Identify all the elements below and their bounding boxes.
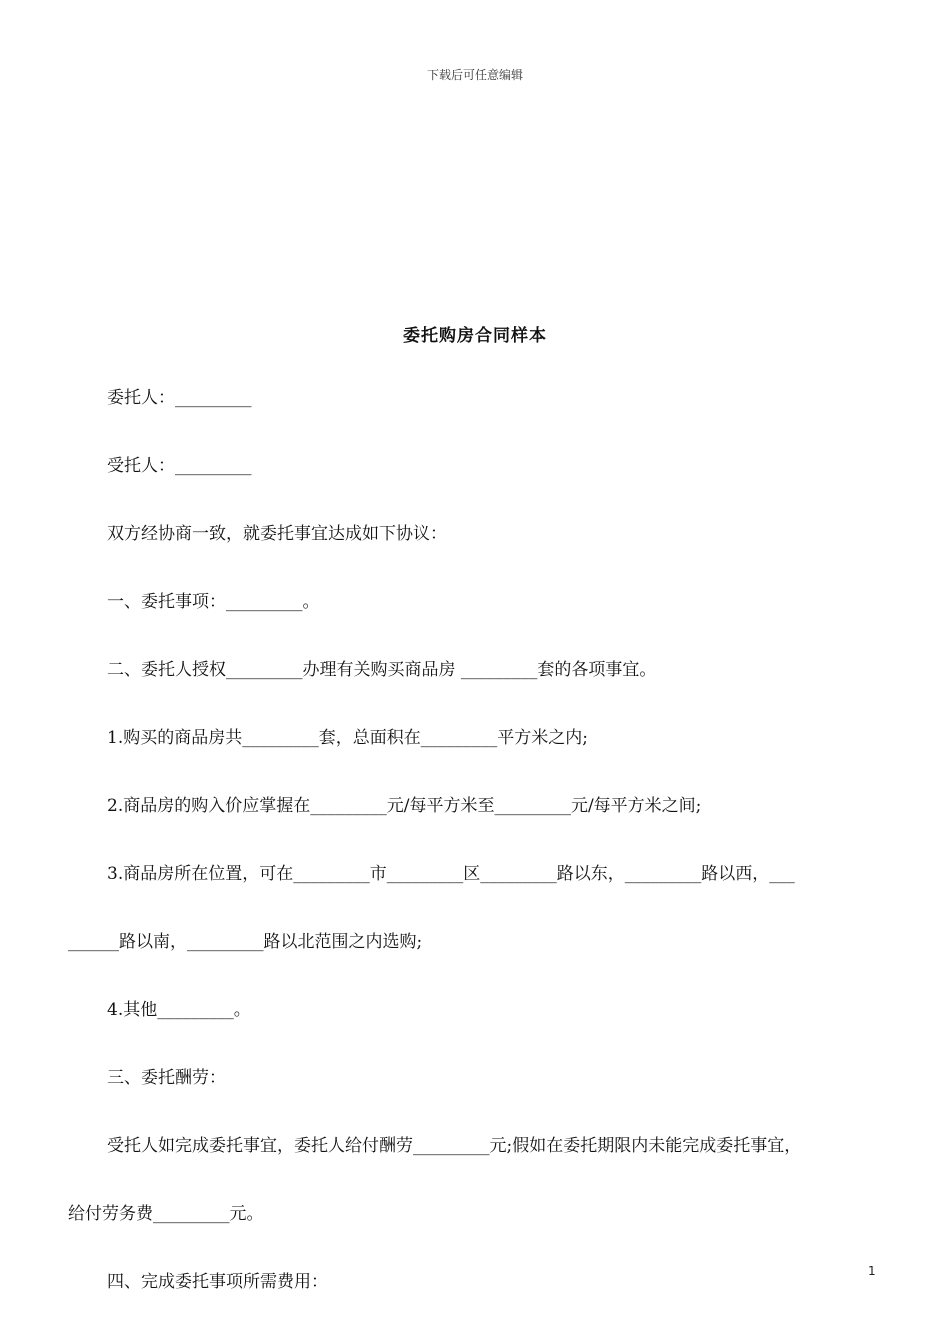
line-remuneration: 受托人如完成委托事宜，委托人给付酬劳_________元;假如在委托期限内未能完成委托事宜，	[107, 1136, 802, 1156]
page-number: 1	[868, 1264, 876, 1278]
line-item-1: 1.购买的商品房共_________套，总面积在_________平方米之内;	[107, 728, 588, 748]
document-body	[68, 364, 888, 1316]
line-section-3: 三、委托酬劳：	[107, 1068, 226, 1088]
header-note: 下载后可任意编辑	[426, 68, 523, 82]
line-item-3-cont: ______路以南，_________路以北范围之内选购;	[68, 932, 423, 952]
line-item-2: 2.商品房的购入价应掌握在_________元/每平方米至_________元/每平方米之间;	[107, 796, 702, 816]
line-item-4: 4.其他_________。	[107, 1000, 251, 1020]
line-principal: 委托人：_________	[107, 388, 252, 408]
line-section-4: 四、完成委托事项所需费用：	[107, 1272, 328, 1292]
line-item-3: 3.商品房所在位置，可在_________市_________区_________路以东，_________路以西，___	[107, 864, 795, 884]
line-section-2: 二、委托人授权_________办理有关购买商品房 _________套的各项事宜。	[107, 660, 657, 680]
line-remuneration-cont: 给付劳务费_________元。	[68, 1204, 264, 1224]
line-section-1: 一、委托事项：_________。	[107, 592, 320, 612]
line-agreement-intro: 双方经协商一致，就委托事宜达成如下协议：	[107, 524, 447, 544]
line-agent: 受托人：_________	[107, 456, 252, 476]
document-title: 委托购房合同样本	[403, 326, 547, 346]
